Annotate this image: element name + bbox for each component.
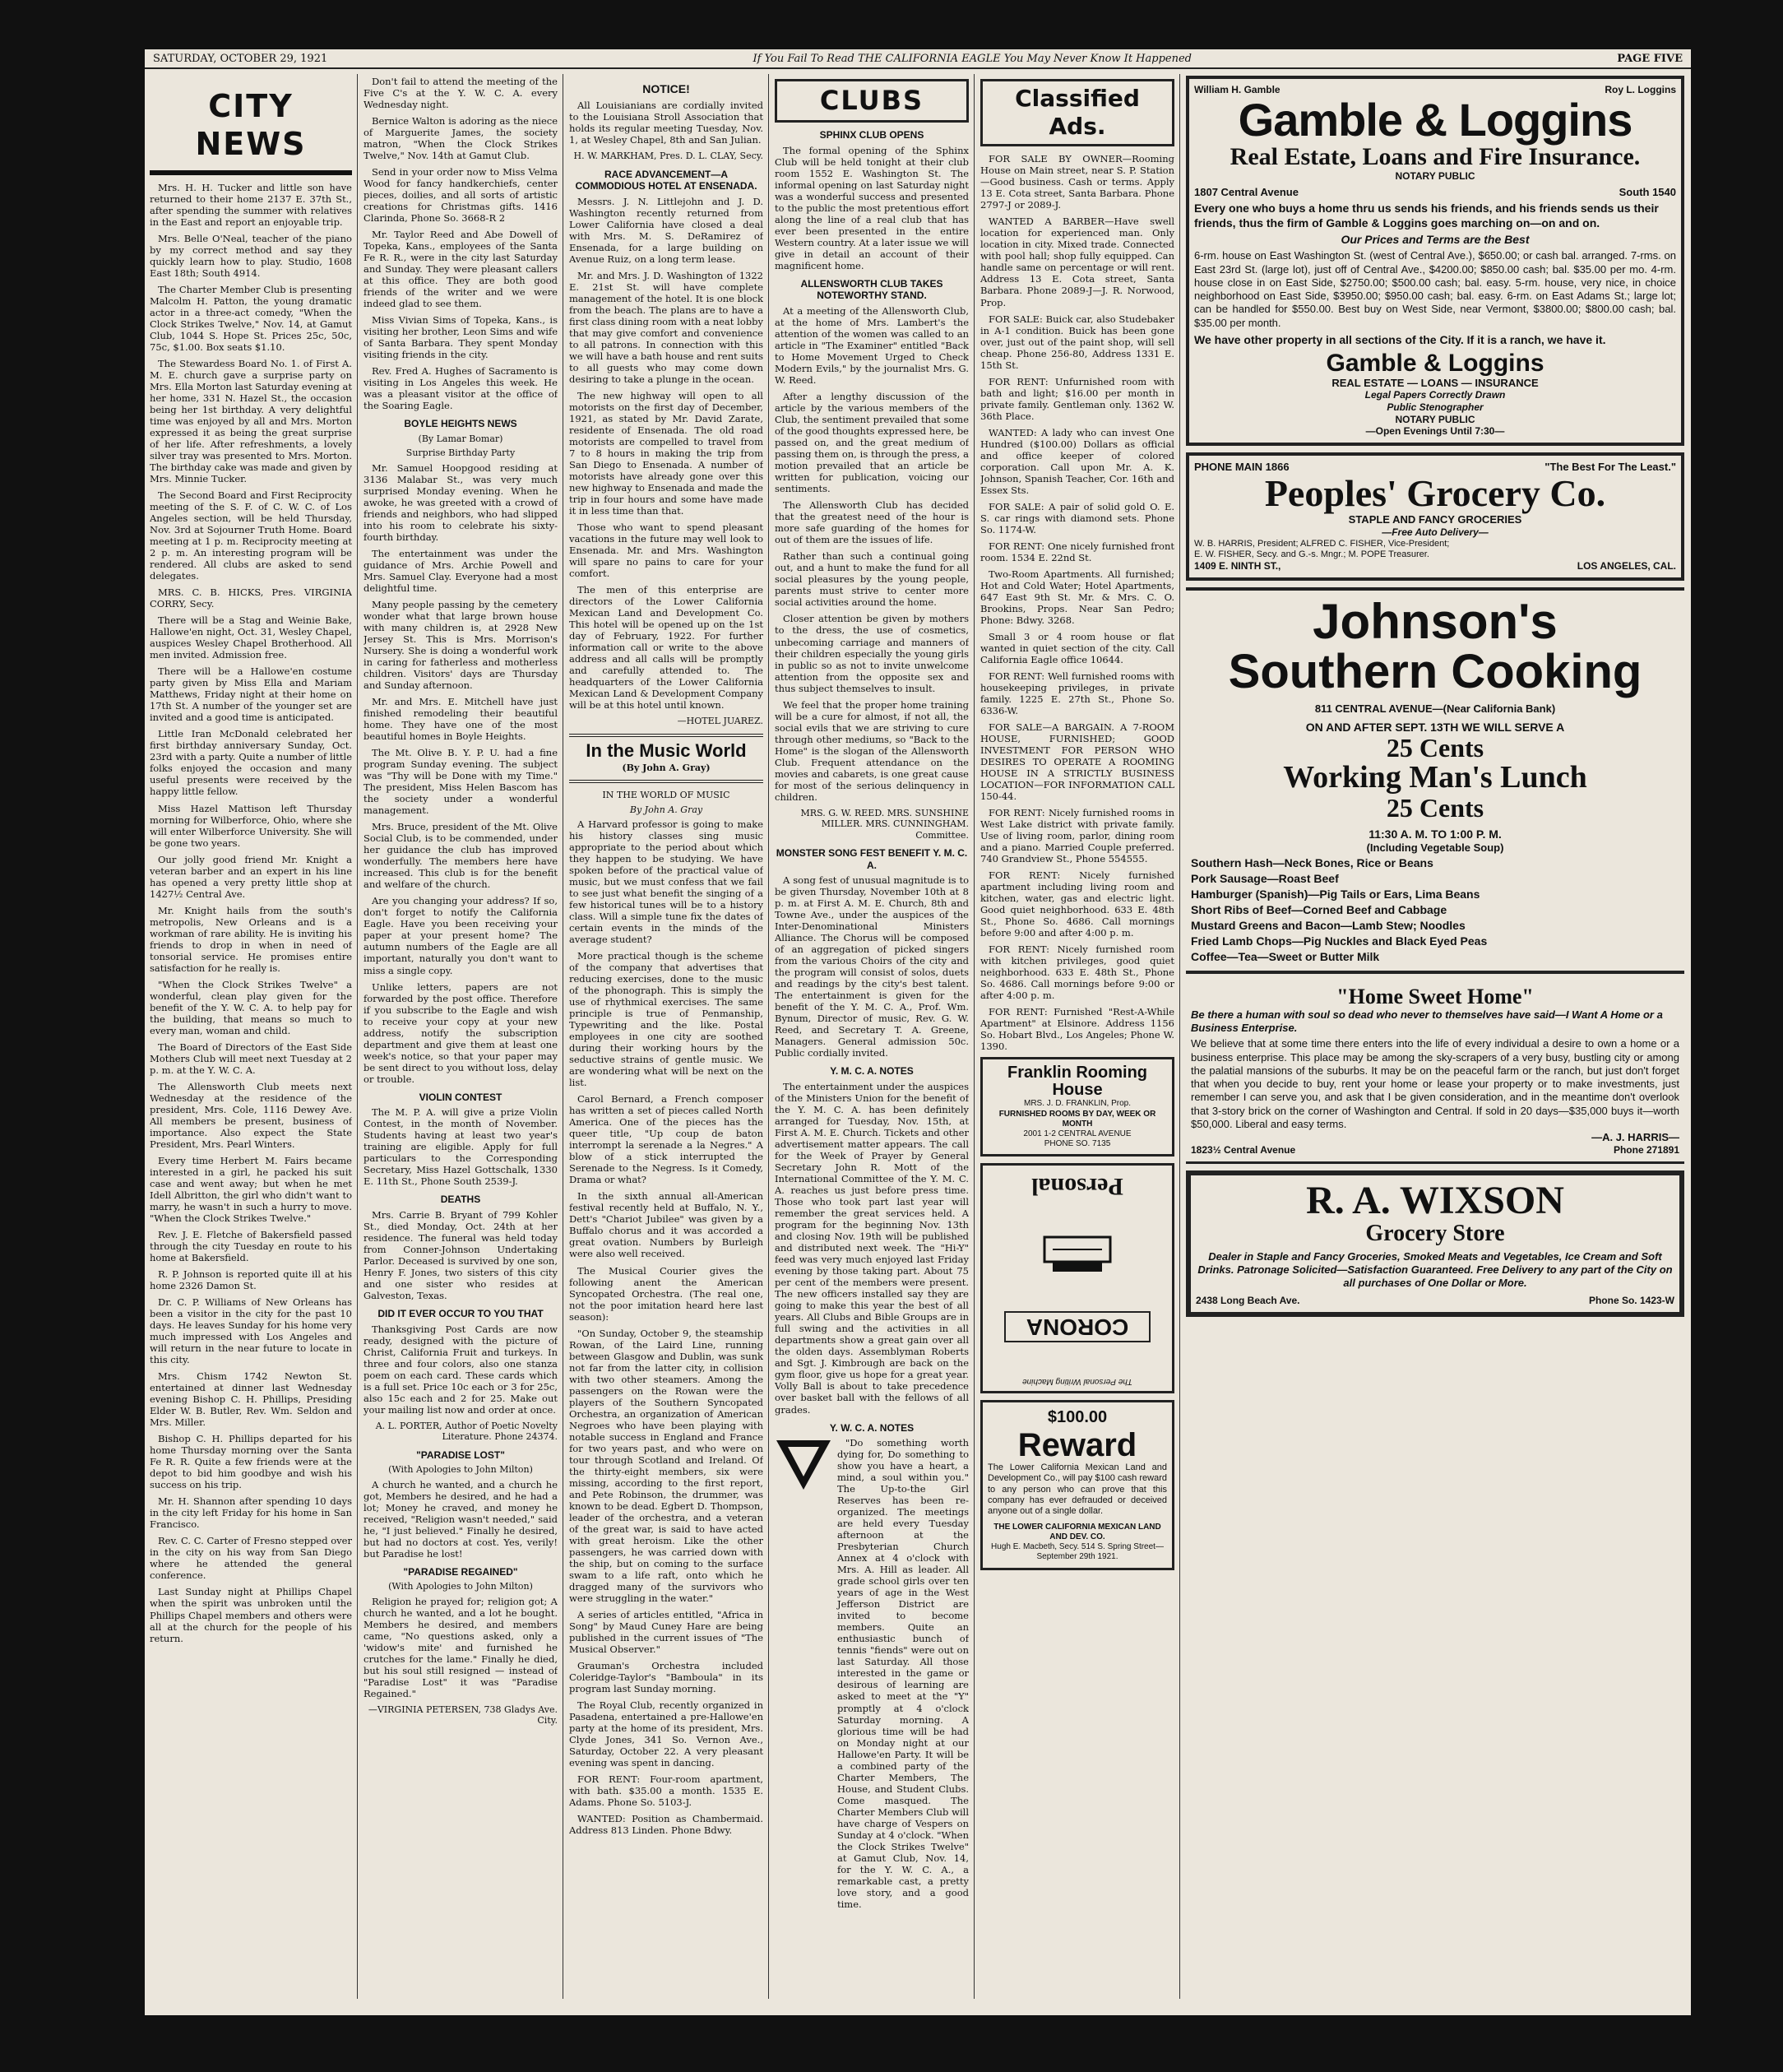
typewriter-icon xyxy=(1036,1229,1118,1278)
wixson-body: Dealer in Staple and Fancy Groceries, Smoked Meats and Vegetables, Ice Cream and Soft Drinks. Patronage Solicited—Satisfaction Guaranteed. Free Delivery to any part of the City on all purchases of One Dollar or More. xyxy=(1197,1250,1673,1290)
article-paragraph: Unlike letters, papers are not forwarded by the post office. Therefore if you subscribe to the Eagle and wish to receive your copy at your new address, notify the subscription department and give them at least one week's notice, so that your paper may be sent direct to you without loss, delay or trouble. xyxy=(364,980,558,1085)
article-paragraph: Miss Hazel Mattison left Thursday morning for Wilberforce, Ohio, where she will enter Wilberforce University. She will be gone two years. xyxy=(150,802,352,849)
franklin-owner: MRS. J. D. FRANKLIN, Prop. xyxy=(1023,1099,1132,1109)
article-paragraph: FOR RENT: Nicely furnished rooms in West Lake district with private family. Use of living room, parlor, dining room and a piano. Married Couple preferred. 740 Grandview St., Phone 554555. xyxy=(980,807,1174,865)
article-paragraph: In the sixth annual all-American festival recently held at Buffalo, N. Y., Dett's "Chariot Jubilee" was given by a Buffalo chorus and it was accorded a great ovation. Numbers by Burleigh were also well received. xyxy=(569,1190,763,1260)
johnsons-includes: (Including Vegetable Soup) xyxy=(1366,841,1504,854)
masthead-date: SATURDAY, OCTOBER 29, 1921 xyxy=(153,52,328,65)
city-news-column xyxy=(150,76,352,2000)
paradise-regained-signature: —VIRGINIA PETERSEN, 738 Gladys Ave. City. xyxy=(368,1704,558,1727)
notice-text: All Louisianians are cordially invited to the Louisiana Stroll Association that holds its regular meeting Tuesday, Nov. 1, at Wesley Chapel, 8th and San Julian. xyxy=(569,100,763,146)
reward-amount: $100.00 xyxy=(1047,1408,1108,1427)
song-fest-text: A song fest of unusual magnitude is to be given Thursday, November 10th at 8 p. m. at First A. M. E. Church, 8th and Towne Ave., under the auspices of the Inter-Denominational Ministers Alliance. The Chorus will be composed of an aggregation of picked singers from the various Choirs of the city and the program will consist of solos, duets and readings by the city's best talent. The entertainment is given for the benefit of the Y. M. C. A., Prof. Wm. Bynum, Director of music, Rev. G. W. Reed, and Secretary T. A. Greene, Managers. General admission 50c. Public cordially invited. xyxy=(775,874,969,1059)
gamble-partner-left: William H. Gamble xyxy=(1194,84,1281,95)
gamble-loggins-ad xyxy=(1186,76,1684,446)
wixson-address: 2438 Long Beach Ave. xyxy=(1196,1295,1300,1306)
article-paragraph: R. P. Johnson is reported quite ill at his home 2326 Damon St. xyxy=(150,1268,352,1292)
music-world-title: In the Music World xyxy=(586,739,747,761)
article-paragraph: The new highway will open to all motorists on the first day of December, 1921, as stated by Mr. David Zarate, residente of Ensenada. The old road motorists are compelled to travel from 7 to 8 hours in making the trip from San Diego to Ensenada. A number of motorists have already gone over this new highway to Ensenada and made the trip in four hours and some have made it in less time than that. xyxy=(569,390,763,517)
gamble-body: Every one who buys a home thru us sends his friends, and his friends sends us their friends, thus the firm of Gamble & Loggins goes marching on—on and on. xyxy=(1194,202,1659,229)
gamble-phone: South 1540 xyxy=(1619,185,1676,198)
gamble-listings: 6-rm. house on East Washington St. (west of Central Ave.), $650.00; or cash bal. arranged. 7-rms. on East 23rd St. (large lot), just off of Central Ave., $4200.00; $850.00 cash; bal. $35.00 per mo. 4-rm. house close in on East Side, $2750.00; $500.00 cash; bal. easy. 5-rm. house, very nice, in choice neighborhood on East Side, $3950.00; $950.00 cash; bal. easy. 6-rm. on East Adams St.; large lot; can be handled for $550.00. Best buy on West Side, near Vermont, $3800.00; $800.00 cash; bal. $35.00 per month. xyxy=(1194,249,1676,329)
paradise-lost-text: A church he wanted, and a church he got, Members he desired, and he had a lot; Money he craved, and money he received, "Religion wasn't needed," said he, "I just believed." Finally he desired, but had no doctors at cost. Yes, verily! but Paradise he lost! xyxy=(364,1478,558,1560)
home-body: We believe that at some time there enters into the life of every individual a desire to own a home or a business enterprise. This place may be among the sky-scrapers of a very busy, bustling city or among the palatial mansions of the suburbs. It may be on the peaceful farm or the ranch, but just don't forget that when you decide to buy, rent your home or lease your property or to make investments, just remember I can serve you, and ask that I be given consideration, and in the meantime don't overlook that 3-story brick on the corner of Washington and Central. If sold in 20 days—$35,000 buys it—worth $50,000. Liberal and easy terms. xyxy=(1191,1037,1679,1130)
article-paragraph: FOR RENT: Furnished "Rest-A-While Apartment" at Elsinore. Address 1156 So. Hobart Blvd., Los Angeles; Phone W. 1390. xyxy=(980,1006,1174,1053)
social-items xyxy=(364,76,558,411)
article-paragraph: FOR RENT: One nicely furnished front room. 1534 E. 22nd St. xyxy=(980,540,1174,563)
article-paragraph: Don't fail to attend the meeting of the Five C's at the Y. W. C. A. every Wednesday night. xyxy=(364,76,558,111)
corona-note: The Personal Writing Machine xyxy=(1022,1377,1132,1387)
clubs-heading-box xyxy=(775,79,969,123)
ywca-notes-heading: Y. W. C. A. NOTES xyxy=(829,1421,915,1434)
article-paragraph: The entertainment was under the guidance of Mrs. Archie Powell and Mrs. Samuel Clay. Everyone had a most delightful time. xyxy=(364,547,558,595)
article-paragraph: FOR RENT: Nicely furnished room with kitchen privileges, good quiet neighborhood. 633 E. 48th St., Phone So. 4686. Call mornings before 9:00 or after 4:00 p. m. xyxy=(980,943,1174,1002)
paradise-regained-heading: "PARADISE REGAINED" xyxy=(403,1565,518,1578)
article-paragraph: Those who want to spend pleasant vacations in the future may well look to Ensenada. Mr. and Mrs. Washington will spare no pains to care for your comfort. xyxy=(569,521,763,580)
notices-music-column xyxy=(569,76,763,2000)
article-paragraph: Are you changing your address? If so, don't forget to notify the California Eagle. Have you been receiving your paper at your present home? The autumn numbers of the Eagle are all important, naturally you don't want to miss a single copy. xyxy=(364,895,558,976)
race-advancement-signature: —HOTEL JUAREZ. xyxy=(677,716,763,727)
article-paragraph: WANTED: Position as Chambermaid. Address 813 Linden. Phone Bdwy. xyxy=(569,1813,763,1837)
article-paragraph: Dr. C. P. Williams of New Orleans has been a visitor in the city for the past 10 days. He leaves Sunday for his home very much impressed with Los Angeles and will return in the near future to locate in this city. xyxy=(150,1296,352,1366)
classified-heading: Classified Ads. xyxy=(1015,85,1140,141)
corona-brand: CORONA xyxy=(1004,1312,1151,1343)
article-paragraph: Rather than such a continual going out, and a hunt to make the fund for all social pleasures by the young people, parents must strive to center more social activities around the home. xyxy=(775,550,969,609)
home-signature: —A. J. HARRIS— xyxy=(1591,1131,1679,1144)
sphinx-heading: SPHINX CLUB OPENS xyxy=(819,129,924,141)
occur-heading: DID IT EVER OCCUR TO YOU THAT xyxy=(377,1308,544,1320)
gamble-partner-right: Roy L. Loggins xyxy=(1605,84,1676,95)
article-paragraph: Every time Herbert M. Fairs became interested in a girl, he packed his suit case and went away; but when he met Idell Albritton, the girl who didn't want to marry, he wasn't in such a hurry to move. "When the Clock Strikes Twelve." xyxy=(150,1154,352,1225)
peoples-grocery-ad xyxy=(1186,452,1684,581)
gamble-prices: Our Prices and Terms are the Best xyxy=(1341,233,1530,247)
article-paragraph: Hamburger (Spanish)—Pig Tails or Ears, Lima Beans xyxy=(1191,888,1480,901)
allensworth-items xyxy=(775,305,969,803)
music-world-items xyxy=(569,818,763,1836)
article-paragraph: FOR SALE: Buick car, also Studebaker in A-1 condition. Buick has been gone over, just out of the paint shop, will sell cheap. Phone 256-80, Address 1331 E. 15th St. xyxy=(980,313,1174,371)
music-world-banner xyxy=(569,734,763,783)
article-paragraph: Mr. and Mrs. J. D. Washington of 1322 E. 21st St. will have complete management of the hotel. It is one block from the beach. The plans are to have a first class dining room with a neat lobby that may give comfort and convenience to all patrons. In connection with this we will have a bath house and rent suits to all guests who may come down desiring to take a plunge in the ocean. xyxy=(569,269,763,386)
social-column xyxy=(364,76,558,2000)
article-paragraph: Rev. Fred A. Hughes of Sacramento is visiting in Los Angeles this week. He was a pleasant visitor at the office of the Soaring Eagle. xyxy=(364,365,558,412)
johnsons-from: ON AND AFTER SEPT. 13TH WE WILL SERVE A xyxy=(1305,720,1565,734)
music-world-subhead-byline: By John A. Gray xyxy=(629,804,703,815)
article-paragraph: A Harvard professor is going to make his history classes sing music appropriate to the period about which they happen to be studying. We have spoken before of the practical value of music, but we must confess that we fail to see just what benefit the singing of a few historical tunes will be to a history class. Will a simple tune fix the dates of certain events in the minds of the average student? xyxy=(569,818,763,946)
article-paragraph: Rev. C. C. Carter of Fresno stepped over in the city on his way from San Diego where he attended the general conference. xyxy=(150,1535,352,1582)
allensworth-signature: MRS. G. W. REED. MRS. SUNSHINE MILLER. MRS. CUNNINGHAM. Committee. xyxy=(800,807,969,841)
reward-ad xyxy=(980,1400,1174,1569)
occur-signature: A. L. PORTER, Author of Poetic Novelty Literature. Phone 24374. xyxy=(375,1420,558,1443)
paradise-regained-text: Religion he prayed for; religion got; A church he wanted, and a lot he bought. Members he desired, and members came, "No questions asked, only a 'widow's mite' and furnished he crutches for the lame." Finally he died, but his soul still resigned — instead of "Paradise Lost" it was "Paradise Regained." xyxy=(364,1595,558,1699)
article-paragraph: "On Sunday, October 9, the steamship Rowan, of the Laird Line, running between Glasgow and Dublin, was sunk not far from the latter city, in collision with two other steamers. Among the passengers on the Rowan were the players of the Southern Syncopated Orchestra, an organization of American Negroes who have been playing with notable success in England and France for two years past, and who were on tour through Scotland and Ireland. Of the thirty-eight members, six were missing, according to the first report, and Pete Robinson, the drummer, was known to be dead. Egbert D. Thompson, leader of the orchestra, and a veteran of the great war, is said to have acted with great heroism. Like the other passengers, he was carried down with the ship, but on coming to the surface swam to a life raft, onto which he dragged many of the survivors who were struggling in the water." xyxy=(569,1327,763,1604)
article-paragraph: We feel that the proper home training will be a cure for almost, if not all, the social evils that we are striving to cure through other mediums, so "Back to the Home" is the slogan of the Allensworth Club. Frequent attendance on the movies and cabarets, is one great cause for most of the serious delinquency in children. xyxy=(775,698,969,803)
article-paragraph: MRS. C. B. HICKS, Pres. VIRGINIA CORRY, Secy. xyxy=(150,586,352,610)
article-paragraph: Small 3 or 4 room house or flat wanted in quiet section of the city. Call California Eagle office 10644. xyxy=(980,630,1174,665)
article-paragraph: The Charter Member Club is presenting Malcolm H. Patton, the young dramatic actor in a three-act comedy, "When the Clock Strikes Twelve," Nov. 14, at Gamut Club, 1044 S. Hope St. Prices 25c, 50c, 75c, $1.00. Box seats $1.10. xyxy=(150,283,352,353)
wixson-name: R. A. WIXSON xyxy=(1306,1178,1564,1222)
race-advancement-items xyxy=(569,196,763,712)
johnsons-price-1: 25 Cents xyxy=(1386,732,1484,763)
home-phone: Phone 271891 xyxy=(1613,1144,1679,1157)
clubs-heading: CLUBS xyxy=(819,85,924,116)
article-paragraph: Mrs. Belle O'Neal, teacher of the piano by my correct method and say they quickly learn how to play. Studio, 1608 East 18th; South 4914. xyxy=(150,232,352,279)
corona-word: Personal xyxy=(1031,1173,1123,1200)
article-paragraph: The men of this enterprise are directors of the Lower California Mexican Land and Development Co. This hotel will be opened up on the 1st day of February, 1922. For further information call or write to the above address and all calls will be promptly and carefully attended to. The headquarters of the Lower California Mexican Land & Development Company will be at this hotel until known. xyxy=(569,584,763,712)
gamble-steno: Public Stenographer xyxy=(1387,401,1484,414)
article-paragraph: Mr. and Mrs. E. Mitchell have just finished remodeling their beautiful home. They have one of the most beautiful homes in Boyle Heights. xyxy=(364,696,558,743)
masthead-slogan: If You Fail To Read THE CALIFORNIA EAGLE You May Never Know It Happened xyxy=(753,52,1192,65)
article-paragraph: Mustard Greens and Bacon—Lamb Stew; Noodles xyxy=(1191,919,1466,933)
gamble-name: Gamble & Loggins xyxy=(1238,93,1632,146)
article-paragraph: Mrs. Bruce, president of the Mt. Olive Social Club, is to be commended, under her guidance the club has improved wonderfully. The members here have increased. This club is for the benefit and welfare of the church. xyxy=(364,821,558,891)
article-paragraph: Carol Bernard, a French composer has written a set of pieces called North America. One of the pieces has the queer title, "Up coup de baton interrompt la serenade a la Negres." A blow of a stick interrupted the Serenade to the Negress. Is it Comedy, Drama or what? xyxy=(569,1093,763,1186)
ywca-triangle-icon xyxy=(775,1437,832,1495)
article-paragraph: The Allensworth Club has decided that the greatest need of the hour is more safe guarding of the homes for out of them are the issues of life. xyxy=(775,499,969,546)
masthead xyxy=(145,49,1691,69)
home-address: 1823½ Central Avenue xyxy=(1191,1144,1296,1157)
johnsons-price-2: 25 Cents xyxy=(1386,793,1484,823)
johnsons-address: 811 CENTRAL AVENUE—(Near California Bank) xyxy=(1314,702,1556,715)
franklin-address: 2001 1-2 CENTRAL AVENUE xyxy=(1023,1129,1132,1138)
johnsons-line-2: Southern Cooking xyxy=(1228,645,1642,698)
peoples-city: LOS ANGELES, CAL. xyxy=(1577,560,1676,572)
peoples-delivery: —Free Auto Delivery— xyxy=(1382,526,1489,538)
peoples-officers-1: W. B. HARRIS, President; ALFRED C. FISHER, Vice-President; xyxy=(1194,538,1450,549)
johnsons-hours: 11:30 A. M. TO 1:00 P. M. xyxy=(1369,827,1502,841)
reward-signature: Hugh E. Macbeth, Secy. 514 S. Spring Street—September 29th 1921. xyxy=(991,1542,1164,1562)
classified-column xyxy=(980,76,1174,2000)
article-paragraph: Little Iran McDonald celebrated her first birthday anniversary Sunday, Oct. 23rd with a party. Quite a number of little folks enjoyed the occasion and many useful presents were received by the happy little fellow. xyxy=(150,728,352,798)
boyle-heights-byline: (By Lamar Bomar) xyxy=(418,433,503,445)
column-rule xyxy=(1179,74,1180,1999)
gamble-closing: We have other property in all sections of the City. If it is a ranch, we have it. xyxy=(1194,332,1606,346)
reward-company: THE LOWER CALIFORNIA MEXICAN LAND AND DEV. CO. xyxy=(993,1522,1161,1541)
column-rule xyxy=(357,74,358,1999)
article-paragraph: The Mt. Olive B. Y. P. U. had a fine program Sunday evening. The subject was "Thy will be Done with my Time." The president, Miss Helen Bascom has the society under a wonderful management. xyxy=(364,747,558,817)
ymca-notes-heading: Y. M. C. A. NOTES xyxy=(830,1065,914,1078)
city-news-heading: CITY NEWS xyxy=(195,88,307,163)
article-paragraph: FOR SALE BY OWNER—Rooming House on Main street, near S. P. Station—Good business. Cash or terms. Apply 13 E. Cota street, Santa Barbara. Phone 2797-J or 2089-J. xyxy=(980,153,1174,211)
gamble-hours: —Open Evenings Until 7:30— xyxy=(1365,425,1505,438)
article-paragraph: Miss Vivian Sims of Topeka, Kans., is visiting her brother, Leon Sims and wife of Santa Barbara. They spent Monday visiting friends in the city. xyxy=(364,314,558,361)
peoples-officers-2: E. W. FISHER, Secy. and G.-s. Mngr.; M. POPE Treasurer. xyxy=(1194,549,1429,559)
article-paragraph: A series of articles entitled, "Africa in Song" by Maud Cuney Hare are being published in the current issues of "The Musical Observer." xyxy=(569,1608,763,1655)
article-paragraph: Pork Sausage—Roast Beef xyxy=(1191,871,1339,885)
song-fest-heading: MONSTER SONG FEST BENEFIT Y. M. C. A. xyxy=(776,846,968,871)
occur-text: Thanksgiving Post Cards are now ready, designed with the picture of Christ, California Fruit and turkeys. In three and four colors, also one stanza poem on each card. These cards which is a full set. Price 10c each or 3 for 25c, also 15c each and 2 for 25. Make out your mailing list now and order at once. xyxy=(364,1323,558,1416)
peoples-phone: PHONE MAIN 1866 xyxy=(1194,460,1290,473)
article-paragraph: Coffee—Tea—Sweet or Butter Milk xyxy=(1191,950,1380,964)
wixson-grocery-ad xyxy=(1186,1170,1684,1317)
gamble-services: REAL ESTATE — LOANS — INSURANCE xyxy=(1331,376,1539,389)
franklin-phone: PHONE SO. 7135 xyxy=(1044,1139,1111,1149)
gamble-tagline: Real Estate, Loans and Fire Insurance. xyxy=(1230,143,1641,171)
article-paragraph: Closer attention be given by mothers to the dress, the use of cosmetics, unbecoming carriage and manners of their children especially the young girls in public so as not to invite unwelcome attention from the opposite sex and thus subject themselves to insult. xyxy=(775,613,969,694)
johnsons-cooking-ad xyxy=(1186,587,1684,974)
article-paragraph: Messrs. J. N. Littlejohn and J. D. Washington recently returned from Lower California have closed a deal with Mrs. M. S. DeRamirez of Ensenada, for a large building on Avenue Ruiz, on a long term lease. xyxy=(569,195,763,265)
article-paragraph: Many people passing by the cemetery wonder what that large brown house with many children is, at 2928 New Jersey St. This is Mrs. Morrison's Nursery. She is doing a wonderful work in caring for fatherless and motherless children. Visitors' days are Thursday and Sunday afternoon. xyxy=(364,599,558,692)
article-paragraph: Bishop C. H. Phillips departed for his home Thursday morning over the Santa Fe R. R. Quite a few friends were at the depot to bid him goodbye and wish his success on his trip. xyxy=(150,1433,352,1491)
article-paragraph: Mr. Knight hails from the south's metropolis, New Orleans and is a workman of rare ability. He is inviting his friends to drop in when in need of tonsorial service. He promises entire satisfaction for he really is. xyxy=(150,904,352,974)
boyle-heights-items xyxy=(364,462,558,1085)
gamble-legal: Legal Papers Correctly Drawn xyxy=(1364,389,1506,401)
gamble-notary: NOTARY PUBLIC xyxy=(1395,169,1475,182)
column-rule xyxy=(974,74,975,1999)
music-world-subhead: IN THE WORLD OF MUSIC xyxy=(602,790,730,801)
article-paragraph: The Stewardess Board No. 1. of First A. M. E. church gave a surprise party on Mrs. Ella Morton last Saturday evening at her home, 331 N. Hazel St., the occasion being her 1st birthday. A very delightful time was enjoyed by all and Mrs. Morton expressed it as being the great surprise of her life. After refreshments, a lovely silver tray was presented to Mrs. Morton. The birthday cake was made and given by Mrs. Minnie Tucker. xyxy=(150,357,352,485)
city-news-items xyxy=(150,182,352,1644)
article-paragraph: Mr. H. Shannon after spending 10 days in the city left Friday for his home in San Francisco. xyxy=(150,1495,352,1531)
johnsons-menu xyxy=(1191,856,1679,965)
article-paragraph: The Allensworth Club meets next Wednesday at the residence of the president, Mrs. Cole, 1116 Dewey Ave. All members be present, business of importance. Also expect the State President, Mrs. Pearl Winters. xyxy=(150,1080,352,1150)
article-paragraph: Last Sunday night at Phillips Chapel when the spirit was unbroken until the Phillips Chapel members and others were all at the church for the people of his return. xyxy=(150,1586,352,1644)
gamble-name-2: Gamble & Loggins xyxy=(1326,350,1544,378)
wixson-phone: Phone So. 1423-W xyxy=(1588,1295,1674,1306)
display-ads-column xyxy=(1186,76,1684,2000)
peoples-line: STAPLE AND FANCY GROCERIES xyxy=(1348,513,1522,526)
article-paragraph: There will be a Hallowe'en costume party given by Miss Ella and Mariam Matthews, Friday night at their home on 17th St. A number of the younger set are invited and a good time is anticipated. xyxy=(150,665,352,724)
paradise-regained-sub: (With Apologies to John Milton) xyxy=(388,1581,533,1592)
johnsons-line-1: Johnson's xyxy=(1313,594,1558,649)
music-world-byline: (By John A. Gray) xyxy=(622,762,711,773)
article-paragraph: "When the Clock Strikes Twelve" a wonderful, clean play given for the benefit of the Y. W. C. A. to help pay for the building, that means so much to every man, woman and child. xyxy=(150,978,352,1036)
franklin-rooming-ad xyxy=(980,1057,1174,1157)
allensworth-heading: ALLENSWORTH CLUB TAKES NOTEWORTHY STAND. xyxy=(800,277,943,302)
gamble-address: 1807 Central Avenue xyxy=(1194,185,1299,198)
article-paragraph: More practical though is the scheme of the company that advertises that reducing exercises, done to the music of the phonograph. This is simply the use of rhythmical exercises. The same principle is true of Penmanship, Typewriting and the like. Postal employees in one city are soothed during their working hours by the seductive strains of gentle music. We are wondering what will be next on the list. xyxy=(569,950,763,1089)
article-paragraph: Mrs. H. H. Tucker and little son have returned to their home 2137 E. 37th St., after spending the summer with relatives in the East and report an enjoyable trip. xyxy=(150,181,352,228)
article-paragraph: Send in your order now to Miss Velma Wood for fancy handkerchiefs, center pieces, doilies, and all sorts of artistic creations for Christmas gifts. 1416 Clarinda, Phone So. 3668-R 2 xyxy=(364,166,558,225)
gamble-notary-2: NOTARY PUBLIC xyxy=(1395,413,1475,425)
article-paragraph: The Second Board and First Reciprocity meeting of the S. F. of C. W. C. of Los Angeles section, will be held Thursday, Nov. 3rd at Sojourner Truth Home. Board meeting at 1 p. m. Reciprocity meeting at 2 p. m. An interesting program will be rendered. All clubs are asked to send delegates. xyxy=(150,489,352,582)
article-paragraph: After a lengthy discussion of the article by the various members of the Club, the sentiment prevailed that some of the good thoughts expressed here, be passed on, and the great medium of passing them on, is through the press, a motion prevailed that an article be written for publication, voicing our sentiments. xyxy=(775,391,969,495)
ymca-notes-text: The entertainment under the auspices of the Ministers Union for the benefit of the Y. M. C. A. has been definitely arranged for Tuesday, Nov. 15th, at First A. M. E. Church. Tickets and other advertisement matter appears. The call for the Week of Prayer by General Secretary John R. Mott of the International Committee of the Y. M. C. A. reaches us just before press time. Those who took part last year will remember the great services held. A program for the beginning Nov. 13th and closing Nov. 19th will be published and distributed next week. The "Hi-Y" feed was very much enjoyed last Friday evening by those taking part. About 75 per cent of the members were present. The new officers installed say they are going to make this year the best of all years. All Clubs and Bible Groups are in full swing and the activities in all departments show a great gain over all the olden days. Assemblyman Roberts and Sgt. J. Kimbrough are back on the gym floor, give us hope for a great year. Volly Ball is about to take precedence over basket ball with the fellows of all grades. xyxy=(775,1081,969,1416)
article-paragraph: FOR RENT: Four-room apartment, with bath. $35.00 a month. 1535 E. Adams. Phone So. 5103-J. xyxy=(569,1773,763,1809)
article-paragraph: Mrs. Chism 1742 Newton St. entertained at dinner last Wednesday evening Bishop C. H. Phillips, Presiding Elder W. B. Butler, Rev. Wm. Seldon and Mrs. Miller. xyxy=(150,1370,352,1429)
heading-rule xyxy=(150,170,352,175)
home-sweet-home-ad xyxy=(1186,980,1684,1163)
corona-typewriter-ad xyxy=(980,1163,1174,1393)
paradise-lost-heading: "PARADISE LOST" xyxy=(416,1449,505,1461)
article-paragraph: The Board of Directors of the East Side Mothers Club will meet next Tuesday at 2 p. m. at the Y. W. C. A. xyxy=(150,1041,352,1076)
classified-heading-box xyxy=(980,79,1174,146)
violin-contest-heading: VIOLIN CONTEST xyxy=(419,1091,502,1103)
johnsons-lunch: Working Man's Lunch xyxy=(1283,760,1587,795)
notice-heading: NOTICE! xyxy=(642,82,690,95)
article-paragraph: Bernice Walton is adoring as the niece of Marguerite James, the society matron, "When the Clock Strikes Twelve," Nov. 14th at Gamut Club. xyxy=(364,115,558,162)
article-paragraph: There will be a Stag and Weinie Bake, Hallowe'en night, Oct. 31, Wesley Chapel, auspices Wesley Chapel Brotherhood. All men invited. Admission free. xyxy=(150,614,352,661)
article-paragraph: Mr. Taylor Reed and Abe Dowell of Topeka, Kans., employees of the Santa Fe R. R., were in the city last Saturday and Sunday. They were pleasant callers at this office. They are both good friends of the writer and we were indeed glad to see them. xyxy=(364,229,558,310)
article-paragraph: Short Ribs of Beef—Corned Beef and Cabbage xyxy=(1191,903,1447,917)
article-paragraph: WANTED: A lady who can invest One Hundred ($100.00) Dollars as official and office keeper of colored corporation. Call upon Mr. A. K. Johnson, Spanish Teacher, Cor. 16th and Essex Sts. xyxy=(980,426,1174,496)
article-paragraph: The Musical Courier gives the following anent the American Syncopated Orchestra. (The real one, not the poor imitation heard here last season): xyxy=(569,1264,763,1323)
boyle-heights-heading: BOYLE HEIGHTS NEWS xyxy=(404,418,517,430)
race-advancement-heading: RACE ADVANCEMENT—A COMMODIOUS HOTEL AT ENSENADA. xyxy=(575,168,757,192)
newspaper-page xyxy=(145,49,1691,2015)
article-paragraph: FOR RENT: Nicely furnished apartment including living room and kitchen, water, gas and electric light. Good quiet neighborhood. 633 E. 48th St., Phone So. 4686. Call mornings before 9:00 and after 4:00 p. m. xyxy=(980,869,1174,939)
article-paragraph: At a meeting of the Allensworth Club, at the home of Mrs. Lambert's the attention of the women was called to an article in "The Examiner" entitled "Back to Home Movement Urged to Check Modern Evils," by the journalist Mrs. G. W. Reed. xyxy=(775,305,969,387)
home-title: "Home Sweet Home" xyxy=(1336,985,1534,1009)
franklin-title: Franklin Rooming House xyxy=(1007,1064,1147,1100)
corona-ad-inverted xyxy=(988,1170,1167,1386)
notice-signature: H. W. MARKHAM, Pres. D. L. CLAY, Secy. xyxy=(573,151,763,162)
ywca-notes-body xyxy=(775,1437,969,1910)
peoples-slogan: "The Best For The Least." xyxy=(1544,460,1676,473)
article-paragraph: Our jolly good friend Mr. Knight a veteran barber and an expert in his line has opened a very pretty little shop at 1427½ Central Ave. xyxy=(150,853,352,900)
sphinx-text: The formal opening of the Sphinx Club will be held tonight at their club room 1552 E. Washington St. The informal opening on last Saturday night was a wonderful success and presented to the public the most pretentious effort along the line of a real club that has ever been presented in the entire Western country. At a later issue we will give in detail an account of their magnificent home. xyxy=(775,144,969,271)
peoples-name: Peoples' Grocery Co. xyxy=(1264,471,1606,514)
ywca-notes-text: "Do something worth dying for, Do something to show you have a heart, a mind, a soul within you." The Up-to-the Girl Reserves has been re-organized. The meetings are held every Tuesday afternoon at the Presbyterian Church Annex at 4 o'clock with Mrs. A. Hill as leader. All grade school girls over ten years of age in the West Jefferson District are invited to become members. Quite an enthusiastic bunch of tennis "fiends" were out on last Saturday. All those interested in the game or desirous of learning are asked to meet at the "Y" promptly at 4 o'clock Saturday morning. A glorious time will be had on Monday night at our Hallowe'en Party. It will be a combined party of the Charter Members, The House, and Student Clubs. Come masqued. The Charter Members Club will have charge of Vespers on Sunday at 4 o'clock. "When the Clock Strikes Twelve" at Gamut Club, Nov. 14, for the Y. W. C. A., a remarkable cast, a pretty love story, and a good time. xyxy=(837,1437,969,1910)
deaths-text: Mrs. Carrie B. Bryant of 799 Kohler St., died Monday, Oct. 24th at her residence. The funeral was held today from Conner-Johnson Undertaking Parlor. Deceased is survived by one son, Henry F. Jones, two sisters of this city and one sister who resides at Galveston, Texas. xyxy=(364,1209,558,1302)
column-rule xyxy=(768,74,769,1999)
classified-ads-list xyxy=(980,153,1174,1052)
reward-text: The Lower California Mexican Land and Development Co., will pay $100 cash reward to any person who can prove that this company has ever defrauded or deceived anyone out of a single dollar. xyxy=(988,1462,1167,1517)
deaths-heading: DEATHS xyxy=(440,1194,481,1206)
article-paragraph: The Royal Club, recently organized in Pasadena, entertained a pre-Hallowe'en party at the home of its president, Mrs. Clyde Jones, 341 So. Vernon Ave., Saturday, October 22. A very pleasant evening was spent in dancing. xyxy=(569,1699,763,1769)
article-paragraph: Two-Room Apartments. All furnished; Hot and Cold Water; Hotel Apartments, 647 East 9th St. Mr. & Mrs. C. O. Brookins, Props. Near San Pedro; Phone: Bdwy. 3268. xyxy=(980,568,1174,626)
article-paragraph: Rev. J. E. Fletche of Bakersfield passed through the city Tuesday en route to his home at Bakersfield. xyxy=(150,1229,352,1264)
page-number: PAGE FIVE xyxy=(1617,52,1683,65)
peoples-address: 1409 E. NINTH ST., xyxy=(1194,560,1281,572)
article-paragraph: Grauman's Orchestra included Coleridge-Taylor's "Bamboula" in its program last Sunday morning. xyxy=(569,1660,763,1695)
article-paragraph: WANTED A BARBER—Have swell location for experienced man. Only location in city. Mixed trade. Connected with pool hall; shop fully equipped. Can handle same on percentage or will rent. Address 13 E. Cota street, Santa Barbara. Phone 2089-J—J. R. Norwood, Prop. xyxy=(980,216,1174,308)
article-paragraph: FOR SALE—A BARGAIN. A 7-ROOM HOUSE, FURNISHED; GOOD INVESTMENT FOR PERSON WHO DESIRES TO OPERATE A ROOMING HOUSE IN A STRICTLY BUSINESS LOCATION—FOR INFORMATION CALL 150-44. xyxy=(980,721,1174,803)
clubs-column xyxy=(775,76,969,2000)
article-paragraph: Mr. Samuel Hoopgood residing at 3136 Malabar St., was very much surprised Monday evening. When he awoke, he was greeted with a crowd of friends and neighbors, who had slipped into his room to celebrate his sixty-fourth birthday. xyxy=(364,461,558,543)
paradise-lost-sub: (With Apologies to John Milton) xyxy=(388,1464,533,1476)
reward-word: Reward xyxy=(1017,1426,1137,1463)
article-paragraph: Southern Hash—Neck Bones, Rice or Beans xyxy=(1191,855,1433,869)
surprise-party-heading: Surprise Birthday Party xyxy=(405,447,516,459)
article-paragraph: FOR SALE: A pair of solid gold O. E. S. car rings with diamond sets. Phone So. 1174-W. xyxy=(980,500,1174,535)
article-paragraph: Fried Lamb Chops—Pig Nuckles and Black Eyed Peas xyxy=(1191,934,1488,948)
article-paragraph: FOR RENT: Unfurnished room with bath and light; $16.00 per month in private family. Gentleman only. 1362 W. 36th Place. xyxy=(980,375,1174,422)
wixson-sub: Grocery Store xyxy=(1365,1221,1505,1247)
violin-contest-text: The M. P. A. will give a prize Violin Contest, in the month of November. Students having at least two year's training are eligible. Apply for full particulars to the Corresponding Secretary, Miss Hazel Gottschalk, 1330 E. 11th St., Phone South 2539-J. xyxy=(364,1106,558,1188)
article-paragraph: FOR RENT: Well furnished rooms with housekeeping privileges, in private family. 1225 E. 27th St., Phone So. 6336-W. xyxy=(980,670,1174,716)
home-lead: Be there a human with soul so dead who never to themselves have said—I Want A Home or a Business Enterprise. xyxy=(1191,1008,1663,1034)
franklin-line: FURNISHED ROOMS BY DAY, WEEK OR MONTH xyxy=(998,1109,1156,1129)
